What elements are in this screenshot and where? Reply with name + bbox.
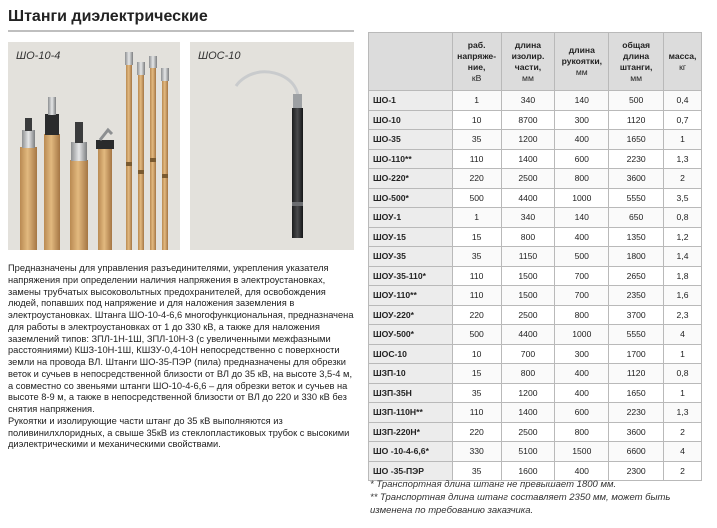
table-row <box>369 383 702 403</box>
value-cell: 2650 <box>609 266 664 286</box>
value-cell: 35 <box>452 461 501 481</box>
value-cell: 1000 <box>555 325 609 345</box>
value-cell: 800 <box>501 227 555 247</box>
model-cell: ШОУ-220* <box>369 305 453 325</box>
value-cell: 800 <box>555 169 609 189</box>
value-cell: 1800 <box>609 247 664 267</box>
value-cell: 1650 <box>609 383 664 403</box>
value-cell: 1,6 <box>664 286 702 306</box>
value-cell: 500 <box>609 91 664 111</box>
model-column-header <box>369 33 453 91</box>
photo-label: ШОС-10 <box>198 50 241 62</box>
voltage-column-header <box>452 33 501 91</box>
value-cell: 10 <box>452 344 501 364</box>
mass-column-header <box>664 33 702 91</box>
value-cell: 1650 <box>609 130 664 150</box>
table-row <box>369 325 702 345</box>
table-row <box>369 364 702 384</box>
value-cell: 1400 <box>501 403 555 423</box>
model-cell: ШО-10 <box>369 110 453 130</box>
value-cell: 1000 <box>555 188 609 208</box>
table-row <box>369 266 702 286</box>
column-unit: кВ <box>471 72 482 83</box>
value-cell: 0,4 <box>664 91 702 111</box>
value-cell: 330 <box>452 442 501 462</box>
value-cell: 140 <box>555 91 609 111</box>
value-cell: 1200 <box>501 130 555 150</box>
value-cell: 600 <box>555 403 609 423</box>
value-cell: 2 <box>664 422 702 442</box>
model-cell: ШОУ-35 <box>369 247 453 267</box>
value-cell: 4 <box>664 325 702 345</box>
footnote-transport-2350: ** Транспортная длина штанг составляет 2350 мм, может быть изменена по требованию заказчика. <box>370 492 671 516</box>
value-cell: 1200 <box>501 383 555 403</box>
value-cell: 8700 <box>501 110 555 130</box>
product-photo-sho-10-4 <box>8 42 180 250</box>
value-cell: 110 <box>452 149 501 169</box>
value-cell: 400 <box>555 461 609 481</box>
table-row <box>369 442 702 462</box>
table-row <box>369 130 702 150</box>
model-cell: ШОУ-110** <box>369 286 453 306</box>
value-cell: 15 <box>452 364 501 384</box>
table-header-row <box>369 33 702 91</box>
model-cell: ШО-500* <box>369 188 453 208</box>
value-cell: 500 <box>452 188 501 208</box>
value-cell: 300 <box>555 344 609 364</box>
model-cell: ШО -10-4-6,6* <box>369 442 453 462</box>
value-cell: 3600 <box>609 422 664 442</box>
value-cell: 5550 <box>609 325 664 345</box>
table-row <box>369 91 702 111</box>
model-cell: ШЗП-110Н** <box>369 403 453 423</box>
value-cell: 400 <box>555 130 609 150</box>
table-row <box>369 305 702 325</box>
value-cell: 6600 <box>609 442 664 462</box>
value-cell: 4 <box>664 442 702 462</box>
value-cell: 4400 <box>501 188 555 208</box>
value-cell: 700 <box>501 344 555 364</box>
value-cell: 0,8 <box>664 208 702 228</box>
model-cell: ШО-220* <box>369 169 453 189</box>
model-cell: ШОУ-500* <box>369 325 453 345</box>
value-cell: 3700 <box>609 305 664 325</box>
table-row <box>369 188 702 208</box>
product-photo-shos-10 <box>190 42 354 250</box>
value-cell: 1,3 <box>664 149 702 169</box>
table-row <box>369 247 702 267</box>
model-cell: ШОУ-1 <box>369 208 453 228</box>
value-cell: 2500 <box>501 305 555 325</box>
column-unit: мм <box>575 67 588 77</box>
model-cell: ШОУ-35-110* <box>369 266 453 286</box>
value-cell: 2500 <box>501 169 555 189</box>
table-row <box>369 227 702 247</box>
value-cell: 220 <box>452 169 501 189</box>
table-row <box>369 110 702 130</box>
value-cell: 2230 <box>609 149 664 169</box>
value-cell: 340 <box>501 91 555 111</box>
value-cell: 1 <box>452 208 501 228</box>
value-cell: 1 <box>452 91 501 111</box>
value-cell: 5550 <box>609 188 664 208</box>
model-cell: ШО-1 <box>369 91 453 111</box>
value-cell: 800 <box>501 364 555 384</box>
value-cell: 35 <box>452 247 501 267</box>
value-cell: 800 <box>555 422 609 442</box>
value-cell: 800 <box>555 305 609 325</box>
value-cell: 600 <box>555 149 609 169</box>
model-cell: ШОС-10 <box>369 344 453 364</box>
value-cell: 340 <box>501 208 555 228</box>
value-cell: 35 <box>452 383 501 403</box>
value-cell: 110 <box>452 403 501 423</box>
model-cell: ШОУ-15 <box>369 227 453 247</box>
specifications-table <box>368 32 702 481</box>
model-cell: ШЗП-220Н* <box>369 422 453 442</box>
value-cell: 110 <box>452 266 501 286</box>
value-cell: 1,8 <box>664 266 702 286</box>
handle-length-column-header <box>555 33 609 91</box>
column-title: длина рукоятки, <box>561 45 603 66</box>
page-title: Штанги диэлектрические <box>8 8 208 25</box>
column-title: раб. напряже-ние, <box>457 39 497 72</box>
value-cell: 1,4 <box>664 247 702 267</box>
value-cell: 400 <box>555 383 609 403</box>
value-cell: 1 <box>664 344 702 364</box>
value-cell: 15 <box>452 227 501 247</box>
value-cell: 220 <box>452 422 501 442</box>
insulating-rods-illustration <box>8 42 180 250</box>
value-cell: 1350 <box>609 227 664 247</box>
column-title: общая длина штанги, <box>619 39 653 72</box>
column-title: масса, <box>668 50 697 61</box>
column-unit: мм <box>522 72 534 83</box>
value-cell: 1120 <box>609 110 664 130</box>
value-cell: 2350 <box>609 286 664 306</box>
value-cell: 2 <box>664 461 702 481</box>
table-body <box>369 91 702 481</box>
value-cell: 10 <box>452 110 501 130</box>
column-unit: мм <box>630 72 643 83</box>
value-cell: 1500 <box>501 266 555 286</box>
value-cell: 500 <box>555 247 609 267</box>
model-cell: ШЗП-35Н <box>369 383 453 403</box>
value-cell: 2,3 <box>664 305 702 325</box>
table-row <box>369 422 702 442</box>
value-cell: 140 <box>555 208 609 228</box>
value-cell: 2300 <box>609 461 664 481</box>
description-paragraph: Предназначены для управления разъединителями, укрепления указателя напряжения при определении наличия напряжения в электроустановках, замены трубчатых высоковольтных предохранителей, для освобождения людей, попавших под напряжение и для наложения заземления в электроустановках. Штанга ШО-10-4-6,6 многофункциональная, предназначена для работы в электроустановках от 1 до 330 кВ, а также для наложения заземлений типов: ЗПЛ-1Н-1Ш, ЗПЛ-10Н-3 (с увеличенными межфазными расстояниями) КШЗ-10Н-1Ш, КШЗУ-0,4-10Н непосредственно с поверхности земли на провода ВЛ. Штанги ШО-35-ПЭР (пила) предназначены для обрезки веток и сучьев в непосредственной близости от ВЛ до 35 кВ, на высоте 3,5-4 м, а совместно со звеньями штанги ШО-10-4-6,6 – для обрезки веток и сучьев на высоте 8-9 м, а также в непосредственной близости от ВЛ до 220 и 330 кВ без снятия напряжения. <box>8 263 354 414</box>
value-cell: 110 <box>452 286 501 306</box>
footnote-transport-1800: * Транспортная длина штанг не превышает 1800 мм. <box>370 479 617 490</box>
product-description <box>8 263 356 451</box>
model-cell: ШЗП-10 <box>369 364 453 384</box>
value-cell: 3600 <box>609 169 664 189</box>
model-cell: ШО-35 <box>369 130 453 150</box>
value-cell: 0,7 <box>664 110 702 130</box>
value-cell: 650 <box>609 208 664 228</box>
value-cell: 35 <box>452 130 501 150</box>
photo-label: ШО-10-4 <box>16 50 61 62</box>
hook-rod-illustration <box>190 42 354 250</box>
description-paragraph: Рукоятки и изолирующие части штанг до 35 кВ выполняются из поливинилхлоридных, а свыше 35кВ из стеклопластиковых трубок с высокими диэлектрическими и механическими свойствами. <box>8 415 350 450</box>
value-cell: 1 <box>664 130 702 150</box>
value-cell: 1700 <box>609 344 664 364</box>
value-cell: 700 <box>555 286 609 306</box>
model-cell: ШО-110** <box>369 149 453 169</box>
table-row <box>369 344 702 364</box>
table-row <box>369 169 702 189</box>
value-cell: 1150 <box>501 247 555 267</box>
value-cell: 4400 <box>501 325 555 345</box>
value-cell: 0,8 <box>664 364 702 384</box>
column-title: длина изолир. части, <box>511 39 545 72</box>
table-row <box>369 403 702 423</box>
value-cell: 400 <box>555 227 609 247</box>
value-cell: 5100 <box>501 442 555 462</box>
value-cell: 1400 <box>501 149 555 169</box>
footnotes <box>370 478 710 517</box>
value-cell: 2 <box>664 169 702 189</box>
value-cell: 700 <box>555 266 609 286</box>
value-cell: 1,3 <box>664 403 702 423</box>
table-row <box>369 149 702 169</box>
table-row <box>369 208 702 228</box>
value-cell: 1120 <box>609 364 664 384</box>
column-unit: кг <box>679 61 686 72</box>
value-cell: 220 <box>452 305 501 325</box>
value-cell: 500 <box>452 325 501 345</box>
insulating-length-column-header <box>501 33 555 91</box>
total-length-column-header <box>609 33 664 91</box>
value-cell: 300 <box>555 110 609 130</box>
model-cell: ШО -35-ПЭР <box>369 461 453 481</box>
value-cell: 2230 <box>609 403 664 423</box>
value-cell: 400 <box>555 364 609 384</box>
value-cell: 2500 <box>501 422 555 442</box>
value-cell: 1600 <box>501 461 555 481</box>
title-divider <box>8 30 354 32</box>
value-cell: 1 <box>664 383 702 403</box>
table-row <box>369 286 702 306</box>
value-cell: 1,2 <box>664 227 702 247</box>
value-cell: 1500 <box>501 286 555 306</box>
value-cell: 3,5 <box>664 188 702 208</box>
value-cell: 1500 <box>555 442 609 462</box>
